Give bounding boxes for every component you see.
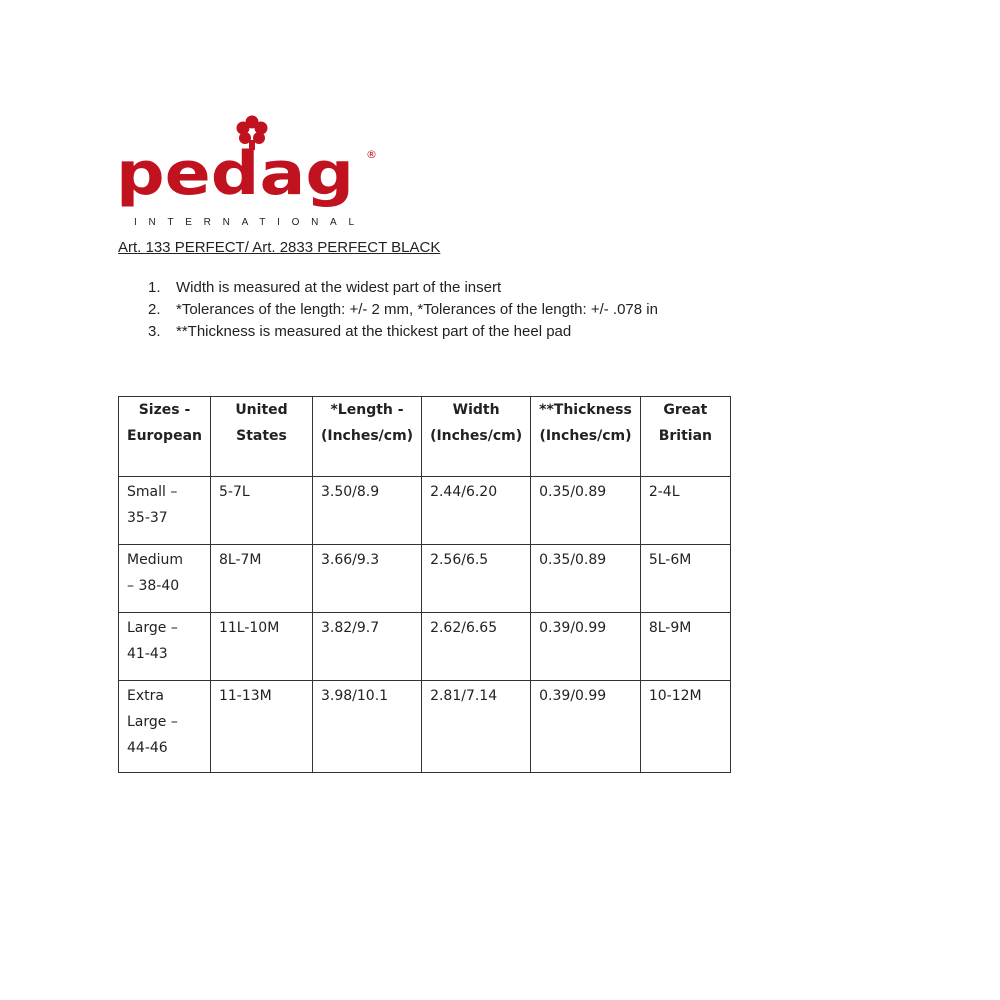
note-item: 3. **Thickness is measured at the thickest part of the heel pad (148, 323, 572, 340)
table-cell: 8L-9M (640, 613, 730, 681)
table-cell: 3.82/9.7 (312, 613, 421, 681)
table-cell: 0.39/0.99 (531, 681, 641, 773)
table-cell: 5-7L (210, 477, 312, 545)
document-title: Art. 133 PERFECT/ Art. 2833 PERFECT BLACK (118, 239, 441, 256)
pedag-logo (112, 114, 392, 229)
table-cell: Small – 35-37 (119, 477, 211, 545)
table-cell: Extra Large – 44-46 (119, 681, 211, 773)
notes-list (148, 277, 658, 343)
note-item: 1. Width is measured at the widest part of the insert (148, 279, 502, 296)
table-cell: 0.35/0.89 (531, 545, 641, 613)
note-item: 2. *Tolerances of the length: +/- 2 mm, *Tolerances of the length: +/- .078 in (148, 301, 658, 318)
column-header: *Length - (Inches/cm) (312, 397, 421, 477)
table-row (119, 681, 731, 773)
table-cell: 3.66/9.3 (312, 545, 421, 613)
table-cell: 0.35/0.89 (531, 477, 641, 545)
column-header: Width (Inches/cm) (422, 397, 531, 477)
table-cell: 2.56/6.5 (422, 545, 531, 613)
table-row (119, 477, 731, 545)
table-cell: 3.98/10.1 (312, 681, 421, 773)
table-cell: 2.62/6.65 (422, 613, 531, 681)
table-cell: 2-4L (640, 477, 730, 545)
table-cell: 11-13M (210, 681, 312, 773)
table-header-row (119, 397, 731, 477)
table-cell: Medium – 38-40 (119, 545, 211, 613)
table-cell: 0.39/0.99 (531, 613, 641, 681)
column-header: Great Britian (640, 397, 730, 477)
table-cell: 11L-10M (210, 613, 312, 681)
table-cell: 10-12M (640, 681, 730, 773)
table-cell: Large – 41-43 (119, 613, 211, 681)
table-cell: 2.81/7.14 (422, 681, 531, 773)
column-header: United States (210, 397, 312, 477)
table-row (119, 613, 731, 681)
table-cell: 8L-7M (210, 545, 312, 613)
table-cell: 5L-6M (640, 545, 730, 613)
table-row (119, 545, 731, 613)
table-cell: 3.50/8.9 (312, 477, 421, 545)
column-header: Sizes - European (119, 397, 211, 477)
svg-text:pedag: pedag (116, 139, 354, 209)
table-cell: 2.44/6.20 (422, 477, 531, 545)
svg-text:INTERNATIONAL: INTERNATIONAL (134, 217, 354, 228)
size-chart-table (118, 396, 731, 773)
column-header: **Thickness (Inches/cm) (531, 397, 641, 477)
svg-text:®: ® (366, 148, 377, 161)
